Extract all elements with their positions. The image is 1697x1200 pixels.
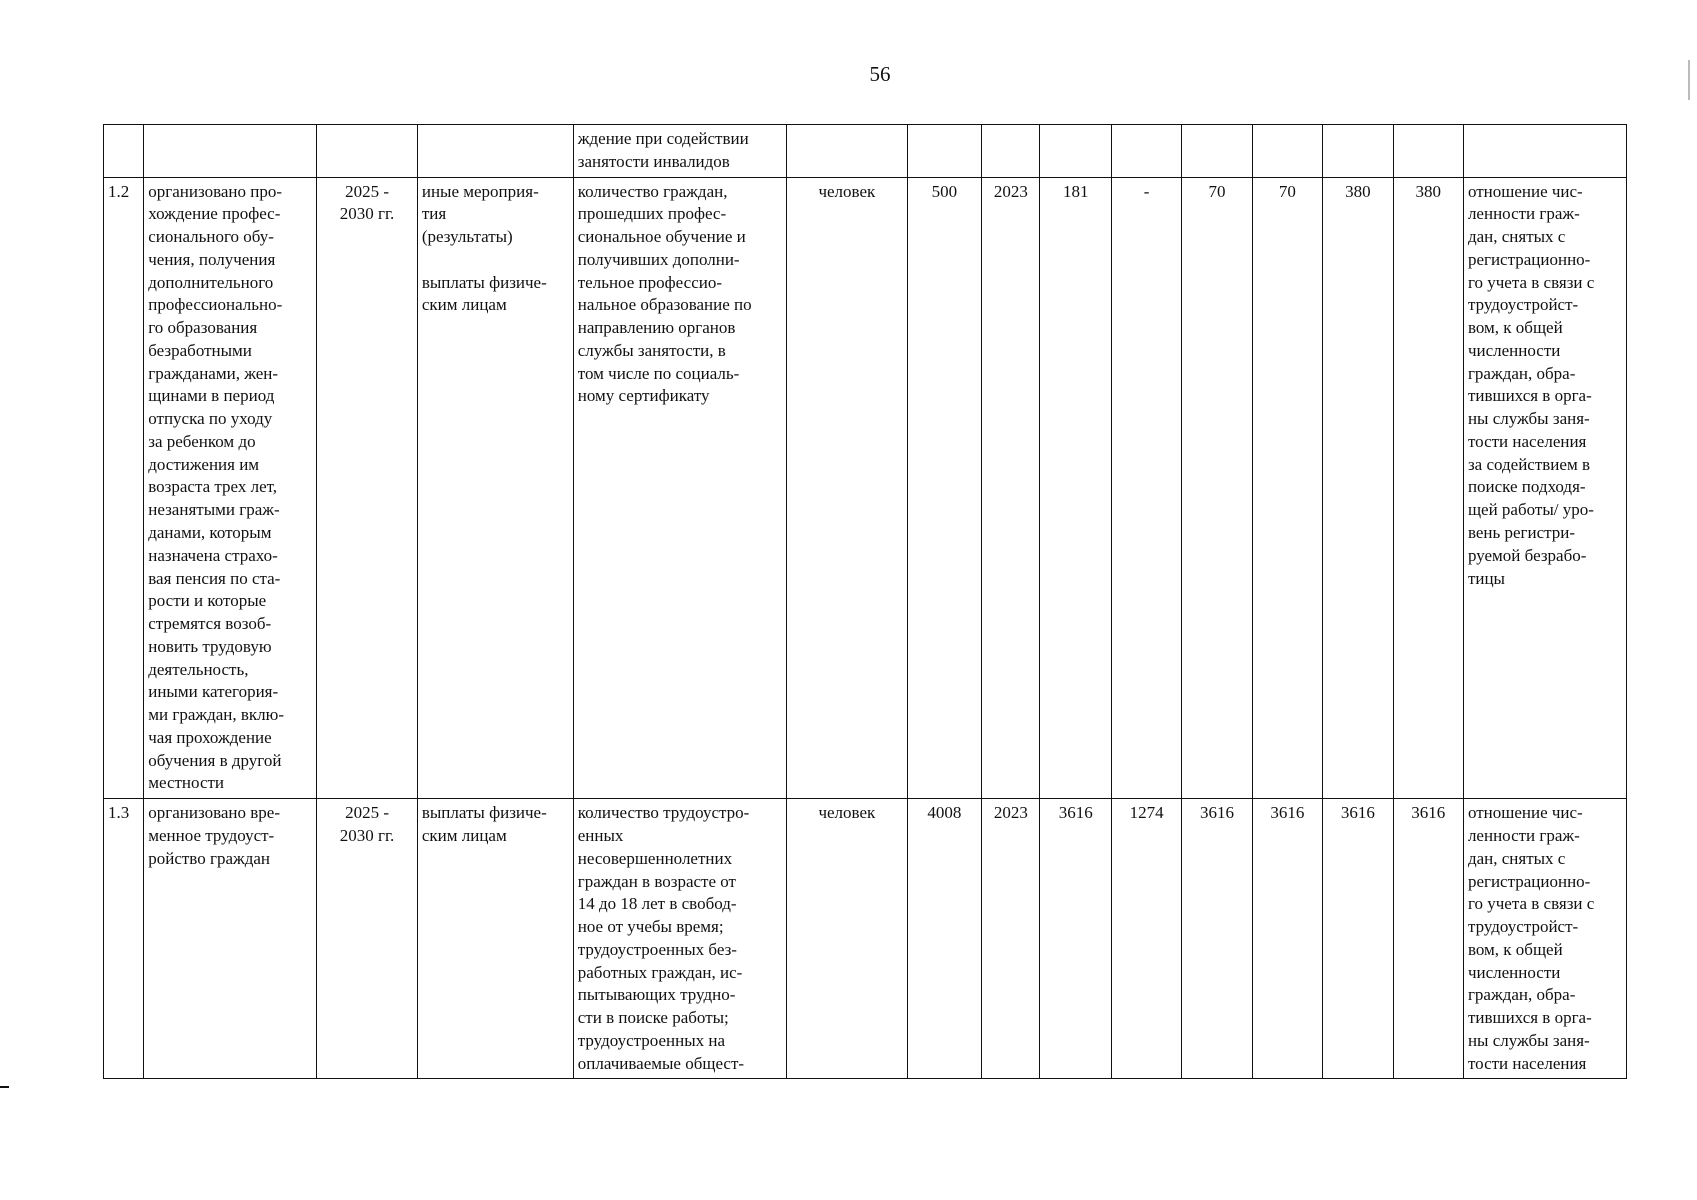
cell-unit: человек bbox=[787, 177, 908, 799]
cell-y2 bbox=[1111, 125, 1181, 178]
cell-type bbox=[417, 125, 573, 178]
cell-num: 1.2 bbox=[104, 177, 144, 799]
cell-y6: 3616 bbox=[1393, 799, 1463, 1079]
cell-y4 bbox=[1252, 125, 1322, 178]
cell-base-value: 4008 bbox=[907, 799, 981, 1079]
cell-base-value: 500 bbox=[907, 177, 981, 799]
cell-indicator: ждение при содействии занятости инвалидов bbox=[573, 125, 786, 178]
cell-link: отношение чис- ленности граж- дан, снятых с регистрационно- го учета в связи с трудоустройст- вом, к общей численности граждан, обра- тившихся в орга- ны службы заня- тости населения за содействием в поиске подходя- щей работы/ уро- вень регистри- руемой безрабо- тицы bbox=[1463, 177, 1626, 799]
cell-y1: 181 bbox=[1040, 177, 1111, 799]
cell-base-year: 2023 bbox=[982, 177, 1040, 799]
cell-num bbox=[104, 125, 144, 178]
cell-y2: 1274 bbox=[1111, 799, 1181, 1079]
cell-y5: 3616 bbox=[1323, 799, 1393, 1079]
cell-unit bbox=[787, 125, 908, 178]
cell-y3 bbox=[1182, 125, 1252, 178]
cell-y6: 380 bbox=[1393, 177, 1463, 799]
cell-y2: - bbox=[1111, 177, 1181, 799]
cell-unit: человек bbox=[787, 799, 908, 1079]
cell-base-value bbox=[907, 125, 981, 178]
cell-period: 2025 - 2030 гг. bbox=[317, 177, 418, 799]
cell-y1 bbox=[1040, 125, 1111, 178]
cell-type: иные мероприя- тия (результаты) выплаты физиче- ским лицам bbox=[417, 177, 573, 799]
cell-task bbox=[144, 125, 317, 178]
cell-base-year bbox=[982, 125, 1040, 178]
scan-edge-mark bbox=[1688, 60, 1690, 100]
scan-margin-mark bbox=[0, 1086, 9, 1088]
cell-y3: 70 bbox=[1182, 177, 1252, 799]
continuation-row bbox=[104, 125, 1627, 178]
cell-period: 2025 - 2030 гг. bbox=[317, 799, 418, 1079]
cell-y5 bbox=[1323, 125, 1393, 178]
cell-task: организовано про- хождение профес- сионального обу- чения, получения дополнительного профессионально- го образования безработными гражданами, жен- щинами в период отпуска по уходу за ребенком до достижения им возраста трех лет, незанятыми граж- данами, которым назначена страхо- вая пенсия по ста- рости и которые стремятся возоб- новить трудовую деятельность, иными категория- ми граждан, вклю- чая прохождение обучения в другой местности bbox=[144, 177, 317, 799]
table-row bbox=[104, 799, 1627, 1079]
cell-y4: 70 bbox=[1252, 177, 1322, 799]
cell-task: организовано вре- менное трудоуст- ройство граждан bbox=[144, 799, 317, 1079]
page-number: 56 bbox=[869, 62, 891, 86]
cell-y4: 3616 bbox=[1252, 799, 1322, 1079]
cell-indicator: количество граждан, прошедших профес- сиональное обучение и получивших дополни- тельное профессио- нальное образование по направлению органов службы занятости, в том числе по социаль- ному сертификату bbox=[573, 177, 786, 799]
cell-indicator: количество трудоустро- енных несовершеннолетних граждан в возрасте от 14 до 18 лет в свобод- ное от учебы время; трудоустроенных без- работных граждан, ис- пытывающих трудно- сти в поиске работы; трудоустроенных на оплачиваемые общест- bbox=[573, 799, 786, 1079]
cell-y1: 3616 bbox=[1040, 799, 1111, 1079]
cell-link: отношение чис- ленности граж- дан, снятых с регистрационно- го учета в связи с трудоустройст- вом, к общей численности граждан, обра- тившихся в орга- ны службы заня- тости населения bbox=[1463, 799, 1626, 1079]
cell-y6 bbox=[1393, 125, 1463, 178]
cell-type: выплаты физиче- ским лицам bbox=[417, 799, 573, 1079]
cell-y5: 380 bbox=[1323, 177, 1393, 799]
cell-y3: 3616 bbox=[1182, 799, 1252, 1079]
cell-period bbox=[317, 125, 418, 178]
cell-base-year: 2023 bbox=[982, 799, 1040, 1079]
cell-link bbox=[1463, 125, 1626, 178]
measures-table bbox=[103, 124, 1627, 1079]
table-row bbox=[104, 177, 1627, 799]
cell-num: 1.3 bbox=[104, 799, 144, 1079]
